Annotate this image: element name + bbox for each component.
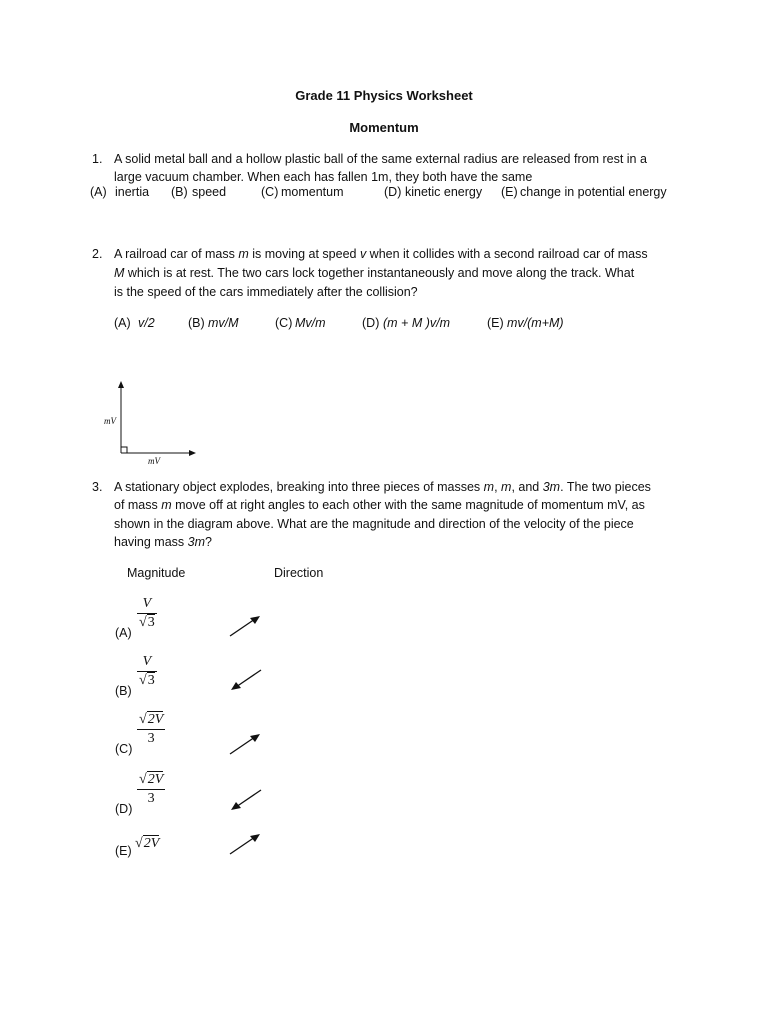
question-text: large vacuum chamber. When each has fallen 1m, they both have the same [114, 170, 533, 184]
page-title: Grade 11 Physics Worksheet [295, 88, 473, 103]
page-subtitle: Momentum [349, 120, 419, 135]
arrow-up-right-icon [228, 614, 262, 638]
x-axis-label: mV [148, 456, 160, 466]
right-angle-marker [121, 447, 127, 453]
option-text: mv/M [208, 316, 239, 330]
question-text: of mass m move off at right angles to each other with the same magnitude of momentum mV, as [114, 498, 645, 512]
magnitude-value: √2V [135, 836, 160, 851]
option-text: kinetic energy [405, 185, 483, 199]
question-text: M which is at rest. The two cars lock together instantaneously and move along the track. What [114, 266, 635, 280]
option-label: (E) [115, 844, 132, 858]
option-text: momentum [281, 185, 344, 199]
option-text: (m + M )v/m [383, 316, 451, 330]
question-text: A stationary object explodes, breaking into three pieces of masses m, m, and 3m. The two pieces [114, 480, 651, 494]
question-text: A solid metal ball and a hollow plastic ball of the same external radius are released from rest in a [114, 152, 647, 166]
y-axis-label: mV [104, 416, 116, 426]
up-arrowhead-icon [118, 381, 124, 388]
question-number: 1. [92, 152, 103, 166]
right-arrowhead-icon [189, 450, 196, 456]
question-text: A railroad car of mass m is moving at speed v when it collides with a second railroad car of mass [114, 247, 648, 261]
question-text: is the speed of the cars immediately after the collision? [114, 285, 418, 299]
magnitude-column-header: Magnitude [127, 566, 186, 580]
option-label: (A) [115, 626, 132, 640]
option-label: (B) [171, 185, 188, 199]
option-label: (C) [275, 316, 293, 330]
question-number: 2. [92, 247, 103, 261]
option-label: (A) [114, 316, 131, 330]
option-label: (D) [115, 802, 133, 816]
option-text: v/2 [138, 316, 155, 330]
option-label: (D) [362, 316, 380, 330]
direction-column-header: Direction [274, 566, 324, 580]
arrow-up-right-icon [228, 832, 262, 856]
magnitude-fraction: V √3 [139, 596, 155, 630]
magnitude-fraction: √2V 3 [139, 772, 164, 806]
question-text: shown in the diagram above. What are the magnitude and direction of the velocity of the piece [114, 517, 634, 531]
question-number: 3. [92, 480, 103, 494]
option-label: (B) [188, 316, 205, 330]
question-text: having mass 3m? [114, 535, 212, 549]
option-text: Mv/m [295, 316, 326, 330]
option-label: (C) [261, 185, 279, 199]
arrow-down-left-icon [229, 788, 263, 812]
option-label: (D) [384, 185, 402, 199]
option-label: (E) [501, 185, 518, 199]
arrow-down-left-icon [229, 668, 263, 692]
option-text: speed [192, 185, 227, 199]
magnitude-fraction: V √3 [139, 654, 155, 688]
option-label: (A) [90, 185, 107, 199]
option-label: (C) [115, 742, 133, 756]
option-text: change in potential energy [520, 185, 667, 199]
arrow-up-right-icon [228, 732, 262, 756]
magnitude-fraction: √2V 3 [139, 712, 164, 746]
option-text: inertia [115, 185, 150, 199]
option-label: (B) [115, 684, 132, 698]
axes-diagram [112, 378, 222, 468]
option-label: (E) [487, 316, 504, 330]
option-text: mv/(m+M) [507, 316, 564, 330]
